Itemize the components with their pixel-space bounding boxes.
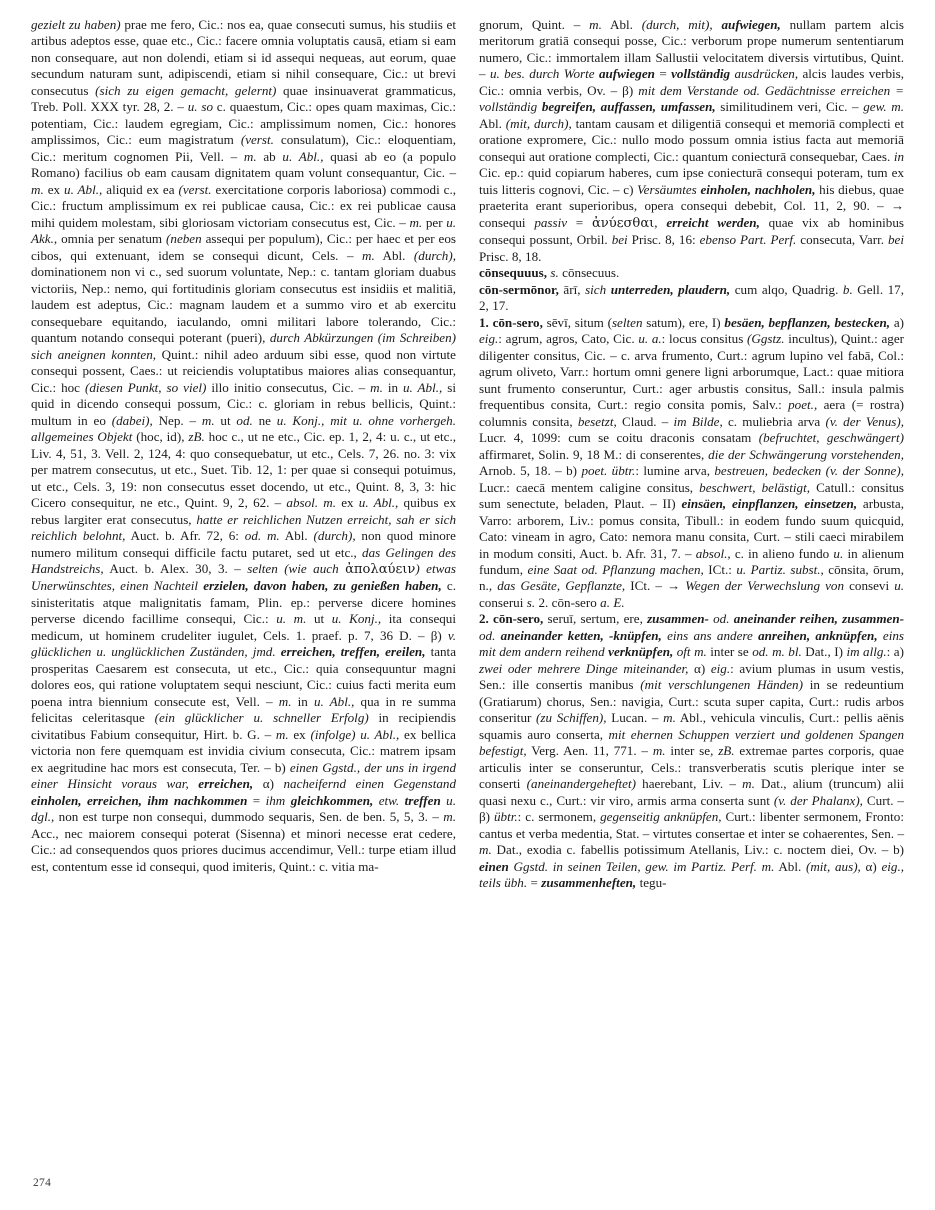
text-run: u. Abl., <box>313 693 355 709</box>
headword: 2. cōn-sero, <box>479 611 544 627</box>
text-run: zusammen- <box>647 611 709 627</box>
text-run: in recipiendis civitatibus Fabium consequitur, Hirt. b. G. – <box>31 710 456 742</box>
text-run: besetzt, <box>577 413 617 429</box>
text-run: u. m. <box>276 611 307 627</box>
text-run: : agrum, agros, Cato, Cic. <box>498 331 639 347</box>
text-run: inter se, <box>665 743 719 759</box>
dictionary-entry <box>479 611 904 891</box>
text-run: (hoc, id), <box>132 429 189 445</box>
text-run: per <box>422 214 447 230</box>
text-run: u. Abl., <box>64 181 103 197</box>
text-run: poet., <box>788 397 818 413</box>
text-run: consulatum), Cic.: eloquentiam, Cic.: meritum cognomen Pii, Vell. – <box>31 132 456 164</box>
text-run: omnia per senatum <box>57 231 167 247</box>
text-run: erreichen, treffen, ereilen, <box>280 644 426 660</box>
text-run: oft m. <box>673 644 707 660</box>
text-run: Dat., I) <box>801 644 847 660</box>
text-run: satum), ere, I) <box>642 314 725 330</box>
text-run: begreifen, auffassen, umfassen, <box>541 99 716 115</box>
text-run: ) etwas Unerwünschtes, einen Nachteil <box>31 560 456 594</box>
dictionary-entry <box>479 265 904 281</box>
text-run: (befruchtet, geschwängert) <box>758 430 905 446</box>
text-run: aufwiegen, <box>712 17 781 32</box>
text-run: : avium plumas in usum vestis, Sen.: ille consertis manibus <box>479 660 904 693</box>
text-run: Dat., alium (truncum) alii quasi nexu c., Curt.: vir viro, armis arma conserta sunt <box>479 776 904 808</box>
text-run: einen <box>479 858 509 874</box>
text-run: u. Partiz. subst., <box>736 561 824 577</box>
text-run: aera (= rostra) columnis consita, <box>479 397 905 429</box>
text-run: u. Konj., <box>331 611 382 627</box>
text-run: quasi ab eo (a populo Romano) facilius ob eam causam dignitatem quam volunt consequantur, Cic. – <box>31 148 456 181</box>
text-run: = <box>654 66 672 82</box>
text-run: erreichen, <box>198 776 254 792</box>
text-run: (infolge) u. Abl., <box>310 726 400 742</box>
text-run: m. <box>409 214 423 230</box>
dictionary-entry <box>479 282 904 315</box>
text-run: besäen, bepflanzen, bestecken, <box>724 314 891 330</box>
text-run: sēvī, situm ( <box>542 314 612 330</box>
text-run: m. <box>201 412 215 428</box>
text-run: Gell. 17, 2, 17. <box>479 281 904 314</box>
text-run: (dabei), <box>111 412 153 428</box>
text-run: zB. <box>718 743 735 759</box>
text-run: Wegen der Verwechslung von <box>685 578 844 594</box>
text-run: dominationem non vi c., sed suorum voluntate, Nep.: c. tantam gloriam duabus victoriis, Nep.: nemo, qui fortitudinis gloriam consecutus est insidiis et malitiā, laudem est adeptus, Cic.: magnam laudem et a summo viro et ab exercitu consequebare equitando, iaculando, omni militari labore tolerando, Cic.: quantum notando consequi poterant (pueri), <box>31 264 456 346</box>
text-run: (v. der Venus), <box>825 413 905 429</box>
text-run: poet. übtr. <box>581 463 636 479</box>
text-run: (v. der Phalanx), <box>773 792 863 808</box>
text-run: ἀπολαύειν <box>345 561 416 577</box>
text-run: mit dem Verstande od. Gedächtnisse erreichen = vollständig <box>479 82 904 115</box>
text-run: zB. <box>188 429 205 445</box>
text-run: Lucr. 4, 1099: cum se coitu draconis consatam <box>479 430 759 446</box>
text-run: = <box>527 875 542 891</box>
text-run: inter se <box>706 644 753 660</box>
text-run: haerebant, Liv. – <box>635 776 743 792</box>
text-run: ārī, <box>558 281 586 297</box>
text-run: hoc c., ut ne etc., Cic. ep. 1, 2, 4: u. c., ut etc., Liv. 4, 51, 3. Vell. 2, 124, 4: quo consequebatur, ut etc., Cels. 7, 26. no. 3: vix per matrem consecutus, ut etc., Suet. Tib. 12, 1: per quae si consequi potuimus, ut etc., Cels. 3, 19: non consecutus esset docendo, ut etc., Quint. 8, 3, 3: hic Cicero consequitur, ne etc., Quint. 9, 2, 62. – <box>31 429 456 511</box>
two-column-body <box>31 17 905 1157</box>
dictionary-entry <box>479 315 904 612</box>
text-run: consecuta, Varr. <box>796 232 888 248</box>
text-run: si quid in dicendo consequi possum, Cic.: c. gloriam in rebus bellicis, Quint.: multum in eo <box>31 379 457 428</box>
text-run: Curt. – β) <box>479 792 904 825</box>
text-run: : locus consitus <box>661 331 748 347</box>
text-run: od. m. bl. <box>752 644 802 660</box>
text-run: exercitatione corporis laboriosa) commodi c., Cic.: fructum amplissimum ex rei publicae causa, Cic.: ex rei publicae causa mihi quidem molestam, sibi gloriosam victoriam consecutus est, Cic. – <box>31 181 457 230</box>
right-text-column <box>479 17 904 1157</box>
text-run: qua in re summa felicitas celeritasque <box>31 693 456 726</box>
text-run: (verst. <box>178 181 212 197</box>
text-run: u. so <box>187 99 213 115</box>
text-run: α) <box>688 660 711 676</box>
text-run: u. Abl., <box>403 379 443 395</box>
text-run: illo initio consecutus, Cic. – <box>206 379 371 395</box>
text-run: u. Abl., <box>358 495 399 511</box>
text-run: u. dgl., <box>31 792 457 825</box>
text-run: od. <box>479 627 501 643</box>
text-run: ICt. – → <box>625 578 686 594</box>
text-run: passiv <box>534 214 568 230</box>
text-run: aneinander reihen, zusammen- <box>733 611 904 627</box>
text-run: hatte er reichlichen Nutzen erreicht, sah er sich reichlich belohnt, <box>31 511 456 544</box>
text-run: ausdrücken, <box>730 66 799 82</box>
text-run: selten (wie auch <box>247 560 346 576</box>
text-run: einsäen, einpflanzen, einsetzen, <box>681 496 858 512</box>
text-run: α) <box>860 858 882 874</box>
text-run: eine Saat od. Pflanzung machen, <box>527 561 704 577</box>
text-run: m. <box>362 247 375 263</box>
text-run: od. <box>236 412 253 428</box>
text-run: conserui <box>479 594 527 610</box>
text-run: unterreden, plaudern, <box>610 281 731 297</box>
text-run: nullam partem alcis meritorum gratiā consequi posse, Cic.: verborum prope numerum sententiarum numero, Cic.: immortalem illam Sallustii velocitatem diversis virtutibus, Quint. – <box>479 17 904 82</box>
text-run: einholen, erreichen, ihm nachkommen <box>31 792 248 808</box>
text-run: u. <box>894 578 905 594</box>
text-run: gnorum, Quint. – <box>479 17 590 32</box>
text-run: ex bellica victoria non fere quemquam est invidia civium consecuta, Cic.: matrem ipsam ex aegritudine hac mors est consecuta, Ter. – b) <box>31 726 456 775</box>
text-run: übtr. <box>494 809 518 825</box>
text-run: c. quaestum, Cic.: opes quam maximas, Cic.: potentiam, Cic.: laudem egregiam, Cic.: amplissimum nomen, Cic.: honores amplissimos, Cic.: eum magistratum <box>31 99 456 148</box>
text-run: Prisc. 8, 18. <box>479 248 542 264</box>
text-run: aliquid ex ea <box>102 181 179 197</box>
text-run: einen Ggstd., der uns in irgend einer Hinsicht voraus war, <box>31 759 456 792</box>
text-run: c. muliebria arva <box>722 413 826 429</box>
text-run: gegenseitig anknüpfen, <box>600 809 722 825</box>
text-run: (durch), <box>413 247 456 263</box>
text-run: u. Akk., <box>31 214 457 247</box>
text-run: zusammenheften, <box>541 875 637 891</box>
text-run: ihm <box>265 792 291 808</box>
text-run: durch Abkürzungen (im Schreiben) sich aneignen konnten, <box>31 330 456 362</box>
text-run: s. <box>547 265 559 281</box>
text-run: u. Abl., <box>282 148 324 164</box>
text-run: gleichkommen, <box>290 792 374 808</box>
text-run: Auct. b. Afr. 72, 6: <box>125 528 245 544</box>
text-run: Abl. <box>774 858 806 874</box>
text-run: b. <box>842 281 853 297</box>
text-run: (mit, aus), <box>805 858 861 874</box>
text-run: cum alqo, Quadrig. <box>730 281 843 297</box>
text-run: = <box>567 214 592 230</box>
text-run: in <box>893 148 904 164</box>
text-run: prae me fero, Cic.: nos ea, quae consecuti sumus, his studiis et artibus adeptos esse, quae etc., Cic.: facere omnia voluptatis causā, etiam si eam non consequare, aut non dolendi, etiam si id assequi nequeas, aut eorum, quae secundum naturam sunt, adipiscendi, etiam si nihil consequare, Cic.: ut brevi consecutus <box>31 17 456 98</box>
text-run: im allg. <box>846 644 887 660</box>
text-run: erzielen, davon haben, zu genießen haben, <box>203 578 442 594</box>
text-run: seruī, sertum, ere, <box>543 611 648 627</box>
text-run: Claud. – <box>616 413 674 429</box>
text-run: Auct. b. Alex. 30, 3. – <box>103 560 248 576</box>
text-run: Abl. <box>374 247 414 263</box>
text-run: : a) <box>886 644 904 660</box>
text-run: m. <box>652 743 666 759</box>
text-run: non quod minore numero militum consequi difficile factu putaret, sed ut etc., <box>31 528 456 560</box>
text-run: ἀνύεσθαι <box>591 215 655 231</box>
text-run: v. glücklichen u. unglücklichen Zuständen, jmd. <box>31 627 456 660</box>
text-run: od. m. <box>244 528 280 544</box>
text-run: Catull.: consitus sum senectute, beladen, Plaut. – II) <box>479 479 904 512</box>
text-run: in se redeuntium (Gratiarum) chorus, Sen.: navigia, Curt.: scuta super capita, Curt.: rudis arbos conseritur <box>479 677 904 726</box>
text-run: anreihen, anknüpfen, <box>758 627 878 643</box>
text-run: in <box>382 379 403 395</box>
text-run: = <box>247 792 266 808</box>
text-run: m. <box>275 726 289 742</box>
dictionary-entry <box>479 17 904 265</box>
text-run: : c. sermonem, <box>517 809 601 825</box>
headword: 1. cōn-sero, <box>479 314 543 330</box>
text-run: in <box>291 693 314 709</box>
text-run: (mit verschlungenen Händen) <box>640 677 803 693</box>
text-run: u. Konj., mit u. ohne vorhergeh. allgemeines Objekt <box>31 412 457 445</box>
text-run: cōnsecuus. <box>558 265 620 281</box>
text-run: , <box>654 214 667 230</box>
text-run: Acc., nec maiorem consequi poterat (Sisenna) et minori necesse erat cedere, Cic.: ad consequendos quos priores ducimus accendimur, Vell.: turpe etiam illud est, contentum esse id consequi, quod imiteris, Quint.: c. vitia ma- <box>31 825 456 874</box>
text-run: s. <box>526 594 536 610</box>
text-run: (durch, mit), <box>641 17 713 32</box>
text-run: Dat., exodia c. fabellis potissimum Atellanis, Liv.: c. noctem diei, Ov. – b) <box>491 842 904 858</box>
text-run: in alienum fundum, <box>479 545 905 577</box>
text-run: zwei oder mehrere Dinge miteinander, <box>479 660 689 676</box>
text-run: u. <box>833 545 844 561</box>
text-run: Cic. ep.: quid copiarum haberes, cum ipse coniecturā consequi poteram, tum ex tuis litteris cognovi, Cic. – c) <box>479 165 904 197</box>
text-run: verknüpfen, <box>608 644 674 660</box>
text-run: m. <box>589 17 602 32</box>
text-run: ne <box>252 412 277 428</box>
text-run: absol. m. <box>286 495 337 511</box>
text-run: arbusta, Varro: arborem, Liv.: pomus consita, Tibull.: in eodem fundo suum quicquid, Cato: vineam in agro, Cato: nemora manu consita, Curt. – stili caeci mirabilem in modum consiti, Auct. b. Afr. 31, 7. – <box>479 496 905 561</box>
text-run: consevi <box>844 578 895 594</box>
text-run: einholen, nachholen, <box>700 181 816 197</box>
text-run: Curt.: libenter sermonem, Fronto: cantus et verba medentia, Stat. – virtutes consertae et inter se cohaerentes, Sen. – <box>479 809 904 841</box>
text-run: das Gesäte, Gepflanzte, <box>497 578 626 594</box>
text-run: nacheifernd einen Gegenstand <box>283 776 456 792</box>
text-run: Abl. <box>279 528 314 544</box>
text-run: eins ans andere <box>661 627 759 643</box>
text-run: m. <box>31 181 44 197</box>
text-run: ex <box>288 726 311 742</box>
text-run: 2. cōn-sero <box>535 594 601 610</box>
text-run: ICt.: <box>703 561 737 577</box>
text-run: bestreuen, bedecken (v. der Sonne), <box>714 463 904 479</box>
text-run: extremae partes corporis, quae articulis inter se conseruntur, Cels.: transverberatis scutis plerique inter se conserti <box>479 743 904 792</box>
page-number: 274 <box>33 1177 52 1189</box>
text-run: gezielt zu haben) <box>31 17 121 32</box>
text-run: u. a. <box>638 331 662 347</box>
text-run: ex <box>336 495 359 511</box>
text-run: a) <box>890 314 904 330</box>
text-run: aneinander ketten, -knüpfen, <box>500 627 662 643</box>
text-run: Prisc. 8, 16: <box>627 232 700 248</box>
text-run: : lumine arva, <box>635 463 715 479</box>
text-run: sich <box>585 281 611 297</box>
text-run: cōnsita, ōrum, n., <box>479 561 905 594</box>
text-run: ita consequi medicum, ut hominem crudeliter iugulet, Cels. 1. praef. p. 7, 36 D. – β) <box>31 611 456 643</box>
text-run: ut <box>214 412 237 428</box>
text-run: u. bes. durch Worte <box>489 66 599 82</box>
text-run: c. in alieno fundo <box>730 545 834 561</box>
text-run: Quint.: nihil adeo arduum sibi esse, quod non virtute consequi possent, Caes.: ut reiciendis voluptatibus maiores alias consequantur, Cic.: hoc <box>31 346 456 395</box>
text-run: α) <box>253 776 284 792</box>
text-run: im Bilde, <box>673 413 723 429</box>
text-run: od. <box>708 611 734 627</box>
text-run: incultus), Quint.: ager diligenter consitus, Cic. – c. arva frumento, Curt.: agrum lupino vel fabā, Col.: agrum oliveto, Varr.: hortum omni genere ligni arborumque, Lact.: quae mitiora sunt frumento conseruntur, Curt.: ager arbustis consitus, Sall.: insula palmis frequentibus consita, Curt.: regio consita pomis, Salv.: <box>479 331 904 413</box>
text-run: (durch), <box>313 528 356 544</box>
text-run: m. <box>663 710 676 726</box>
text-run: m. <box>243 148 257 164</box>
text-run: bei <box>888 232 904 248</box>
text-run: beschwert, belästigt, <box>699 479 810 495</box>
text-run: eig., teils übh. <box>479 858 904 891</box>
dictionary-entry <box>31 17 456 875</box>
text-run: Lucr.: caecā mentem caligine consitus, <box>479 479 700 495</box>
text-run: bei <box>611 232 628 248</box>
text-run: Verg. Aen. 11, 771. – <box>526 743 653 759</box>
text-run: quibus ex rebus largiter erat consecutus, <box>31 495 457 527</box>
text-run: absol., <box>695 545 731 561</box>
headword: cōn-sermōnor, <box>479 281 559 297</box>
text-run: a. E. <box>600 594 625 610</box>
text-run: quae vix ab hominibus consequi possunt, Orbil. <box>479 214 904 248</box>
text-run: (Ggstz. <box>747 331 785 347</box>
text-run: quae insinuaverat grammaticus, Treb. Poll. XXX tyr. 28, 2. – <box>31 82 457 115</box>
text-run: ab <box>256 148 283 164</box>
text-run: ebenso Part. Perf. <box>699 232 797 248</box>
text-run: Versäumtes <box>637 181 701 197</box>
text-run: Ggstd. in seinen Teilen, gew. im Partiz. Perf. m. <box>508 858 775 874</box>
text-run: affirmaret, Solin. 9, 18 M.: di conserentes, <box>479 446 709 462</box>
text-run: mit ehernen Schuppen verziert und goldenen Spangen befestigt, <box>479 726 904 759</box>
text-run: Arnob. 5, 18. – b) <box>479 463 582 479</box>
text-run: selten <box>611 314 643 330</box>
text-run: Abl. <box>601 17 642 32</box>
text-run: c. sinisteritatis atque malignitatis famam, Plin. ep.: perverse dicere homines perverse dicendo facillime consequi, Cic.: <box>31 578 456 627</box>
text-run: (aneinandergeheftet) <box>526 776 636 792</box>
text-run: tantam causam et diligentiā consequi et memoriā complecti et oratione expromere, Cic.: nullo modo possum omnia istius facta aut memoriā consequi aut oratione complecti, Cic.: quantum coniecturā consequebar, Caes. <box>479 115 904 164</box>
text-run: eig. <box>710 660 731 676</box>
text-run: similitudinem veri, Cic. – <box>715 99 864 115</box>
text-run: ut <box>306 611 332 627</box>
headword: cōnsequuus, <box>479 265 548 281</box>
text-run: non est turpe non consequi, dummodo sequaris, Sen. de ben. 5, 5, 3. – <box>54 809 444 825</box>
text-run: m. <box>370 379 383 395</box>
text-run: tanta prosperitas Caesarem est consecuta, ut etc., Cic.: quia consequuntur magni dolores eos, qui ratione voluptatem sequi nesciunt, Cic.: cuius facti merita eum poena intra biennium consecute est, Vell. – <box>31 644 457 709</box>
text-run: (zu Schiffen), <box>536 710 607 726</box>
text-run: (diesen Punkt, so viel) <box>84 379 207 395</box>
text-run: die der Schwängerung vorstehenden, <box>708 446 905 462</box>
text-run: Nep. – <box>152 412 202 428</box>
text-run: Lucan. – <box>606 710 664 726</box>
text-run: ex <box>43 181 65 197</box>
text-run: Abl. <box>479 115 506 131</box>
text-run: etw. <box>373 792 405 808</box>
left-text-column <box>31 17 456 1157</box>
text-run: his diebus, quae praeterita erant superioribus, opera consequi debebit, Col. 11, 2, 90. – → consequi <box>479 181 904 230</box>
text-run: eins mit dem andern reihend <box>479 627 904 660</box>
text-run: alcis laudes verbis, Cic.: omnia verbis, Ov. – β) <box>479 66 904 98</box>
text-run: m. <box>742 776 755 792</box>
text-run: (mit, durch), <box>505 115 572 131</box>
text-run: m. <box>479 842 492 858</box>
text-run: eig. <box>479 331 499 347</box>
text-run: aufwiegen <box>598 66 655 82</box>
text-run: m. <box>278 693 292 709</box>
text-run: (neben <box>166 231 202 247</box>
text-run: (sich zu eigen gemacht, gelernt) <box>95 82 277 98</box>
text-run: (ein glücklicher u. schneller Erfolg) <box>154 710 369 726</box>
text-run: gew. m. <box>863 99 904 115</box>
text-run: vollständig <box>671 66 731 82</box>
text-run: assequi per populum), Cic.: per haec et per eos cibos, qui extenuant, idem se consequi dicunt, Cels. – <box>31 231 457 263</box>
text-run: Abl., vehicula vinculis, Curt.: pellis aënis squamis auro conserta, <box>479 710 904 742</box>
text-run: erreicht werden, <box>666 214 760 230</box>
text-run: m. <box>443 809 456 825</box>
text-run: tegu- <box>636 875 667 891</box>
text-run: das Gelingen des Handstreichs, <box>31 544 456 576</box>
text-run: (verst. <box>240 132 274 148</box>
text-run: treffen <box>404 792 441 808</box>
